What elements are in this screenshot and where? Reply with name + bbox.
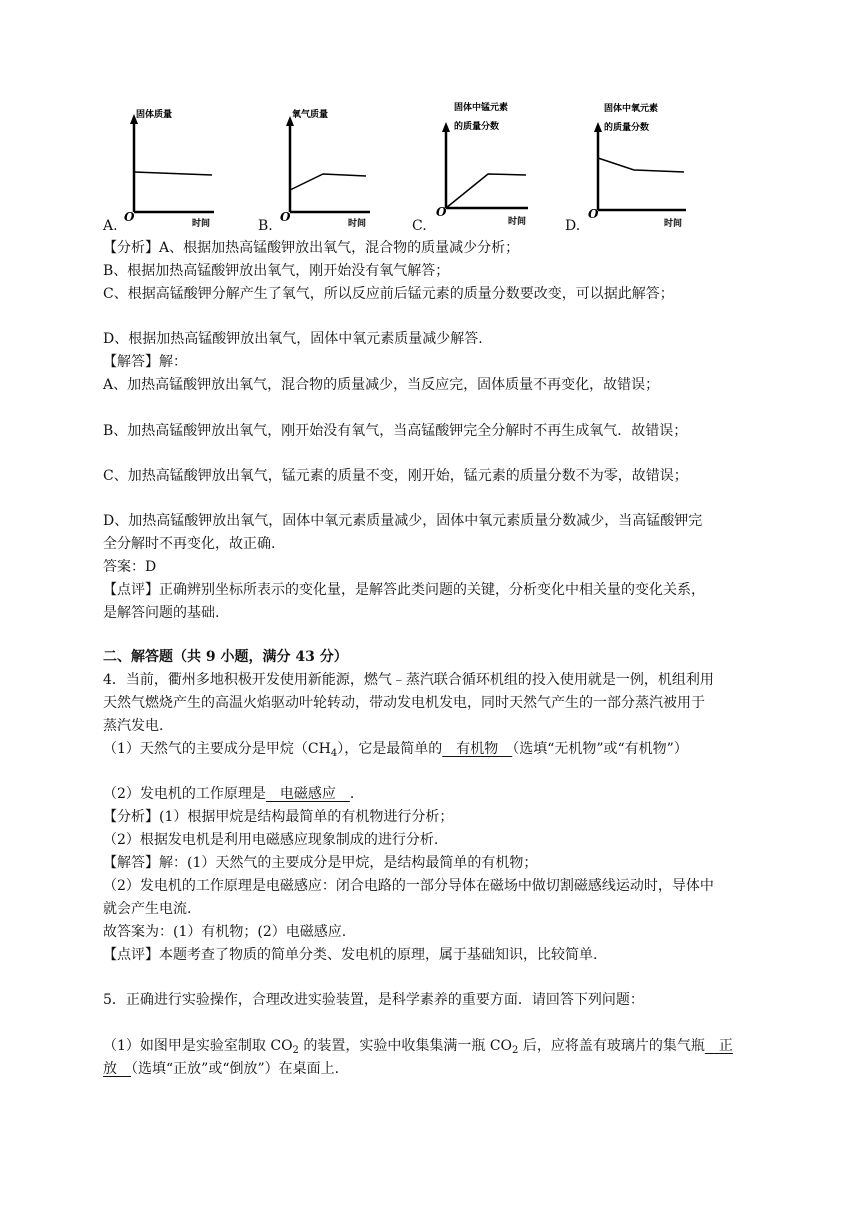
q3-analysis-d: D、根据加热高锰酸钾放出氧气，固体中氧元素质量减少解答. xyxy=(103,331,483,347)
graph-c-ylabel-line2: 的质量分数 xyxy=(454,122,500,132)
q5-part1-line1 xyxy=(103,1036,733,1061)
graph-c-origin: O xyxy=(436,205,447,219)
graph-a-origin: O xyxy=(124,210,135,224)
q4-stem-line3: 蒸汽发电. xyxy=(103,718,164,734)
q5-part1-sub2: 2 xyxy=(512,1045,519,1056)
q4-answer: 故答案为：(1）有机物；(2）电磁感应. xyxy=(103,924,347,940)
q4-part1-answer: 有机物 xyxy=(442,741,513,757)
graph-d-xlabel: 时间 xyxy=(664,219,683,229)
q4-solution-line1: 【解答】解：(1）天然气的主要成分是甲烷，是结构最简单的有机物； xyxy=(103,855,538,871)
q3-solution-head: 【解答】解： xyxy=(103,354,187,370)
option-c-label: C. xyxy=(412,218,427,234)
q4-part2-pre: （2）发电机的工作原理是 xyxy=(103,786,266,802)
q3-comment-line2: 是解答问题的基础. xyxy=(103,605,220,621)
q5-part1-sub1: 2 xyxy=(292,1045,299,1056)
q4-analysis-line1: 【分析】(1）根据甲烷是结构最简单的有机物进行分析； xyxy=(103,809,454,825)
q5-part1-answer-b: 放 xyxy=(103,1061,131,1077)
graph-a-chart xyxy=(122,100,218,230)
section-title: 二、解答题（共 9 小题，满分 43 分） xyxy=(103,649,348,665)
q3-solution-a: A、加热高锰酸钾放出氧气，混合物的质量减少，当反应完，固体质量不再变化，故错误； xyxy=(103,377,660,393)
q3-analysis-a: 【分析】A、根据加热高锰酸钾放出氧气，混合物的质量减少分析； xyxy=(103,240,520,256)
graph-d-ylabel-line2: 的质量分数 xyxy=(604,123,650,133)
q4-stem-line1: 4．当前，衢州多地积极开发使用新能源，燃气﹣蒸汽联合循环机组的投入使用就是一例，机组利用 xyxy=(103,672,714,688)
q4-part2 xyxy=(103,784,364,804)
option-d-label: D. xyxy=(565,218,581,234)
q4-solution-line3: 就会产生电流. xyxy=(103,901,192,917)
q5-stem: 5．正确进行实验操作，合理改进实验装置，是科学素养的重要方面．请回答下列问题： xyxy=(103,992,644,1008)
graph-a-ylabel: 固体质量 xyxy=(136,110,173,120)
q4-solution-line2: （2）发电机的工作原理是电磁感应：闭合电路的一部分导体在磁场中做切割磁感线运动时，导体中 xyxy=(103,878,714,894)
q4-stem-line2: 天然气燃烧产生的高温火焰驱动叶轮转动，带动发电机发电，同时天然气产生的一部分蒸汽被用于 xyxy=(103,695,705,711)
q5-part1-line2 xyxy=(103,1059,339,1079)
q5-part1-end: （选填“正放”或“倒放”）在桌面上. xyxy=(131,1061,340,1077)
q4-analysis-line2: （2）根据发电机是利用电磁感应现象制成的进行分析. xyxy=(103,832,439,848)
q3-analysis-b: B、根据加热高锰酸钾放出氧气，刚开始没有氧气解答； xyxy=(103,263,450,279)
graph-d xyxy=(586,100,690,230)
q4-part1-mid: ），它是最简单的 xyxy=(337,741,443,757)
q3-answer: 答案：D xyxy=(103,559,157,575)
q5-part1-answer-a: 正 xyxy=(704,1038,733,1054)
graph-a-xlabel: 时间 xyxy=(192,219,211,229)
q4-part1-pre: （1）天然气的主要成分是甲烷（CH xyxy=(103,741,331,757)
graph-a xyxy=(122,100,218,230)
q3-solution-d-line1: D、加热高锰酸钾放出氧气，固体中氧元素质量减少，固体中氧元素质量分数减少，当高锰酸钾完 xyxy=(103,513,703,529)
graph-d-origin: O xyxy=(588,207,599,221)
q4-part1-post: （选填“无机物”或“有机物”） xyxy=(512,741,688,757)
q4-part2-answer: 电磁感应 xyxy=(265,786,350,802)
q3-solution-b: B、加热高锰酸钾放出氧气，刚开始没有氧气，当高锰酸钾完全分解时不再生成氧气．故错误； xyxy=(103,423,688,439)
q4-comment: 【点评】本题考查了物质的简单分类、发电机的原理，属于基础知识，比较简单. xyxy=(103,947,598,963)
graph-d-ylabel-line1: 固体中氧元素 xyxy=(604,104,659,114)
q3-solution-c: C、加热高锰酸钾放出氧气，锰元素的质量不变，刚开始，锰元素的质量分数不为零，故错误； xyxy=(103,468,688,484)
graph-b-origin: O xyxy=(280,210,291,224)
graph-d-chart xyxy=(586,100,690,230)
graph-b-ylabel: 氧气质量 xyxy=(292,110,329,120)
q4-part1-sub: 4 xyxy=(330,748,338,759)
q5-part1-mid: 的装置，实验中收集集满一瓶 CO xyxy=(298,1038,513,1054)
option-b-label: B. xyxy=(258,218,273,234)
q5-part1-pre: （1）如图甲是实验室制取 CO xyxy=(103,1038,293,1054)
q4-part1 xyxy=(103,739,688,764)
graph-c-xlabel: 时间 xyxy=(508,217,527,227)
graph-b-chart xyxy=(278,100,374,230)
q3-analysis-c: C、根据高锰酸钾分解产生了氧气，所以反应前后锰元素的质量分数要改变，可以据此解答； xyxy=(103,286,674,302)
option-a-label: A. xyxy=(103,218,118,234)
graph-c-chart xyxy=(432,100,532,230)
graph-c xyxy=(432,100,532,230)
q5-part1-post: 后，应将盖有玻璃片的集气瓶 xyxy=(518,1038,705,1054)
graph-b-xlabel: 时间 xyxy=(348,219,367,229)
q3-comment-line1: 【点评】正确辨别坐标所表示的变化量，是解答此类问题的关键，分析变化中相关量的变化关系， xyxy=(103,582,705,598)
q3-solution-d-line2: 全分解时不再变化，故正确. xyxy=(103,536,276,552)
q4-part2-post: ． xyxy=(349,786,364,802)
graph-c-ylabel-line1: 固体中锰元素 xyxy=(454,103,509,113)
graph-b xyxy=(278,100,374,230)
